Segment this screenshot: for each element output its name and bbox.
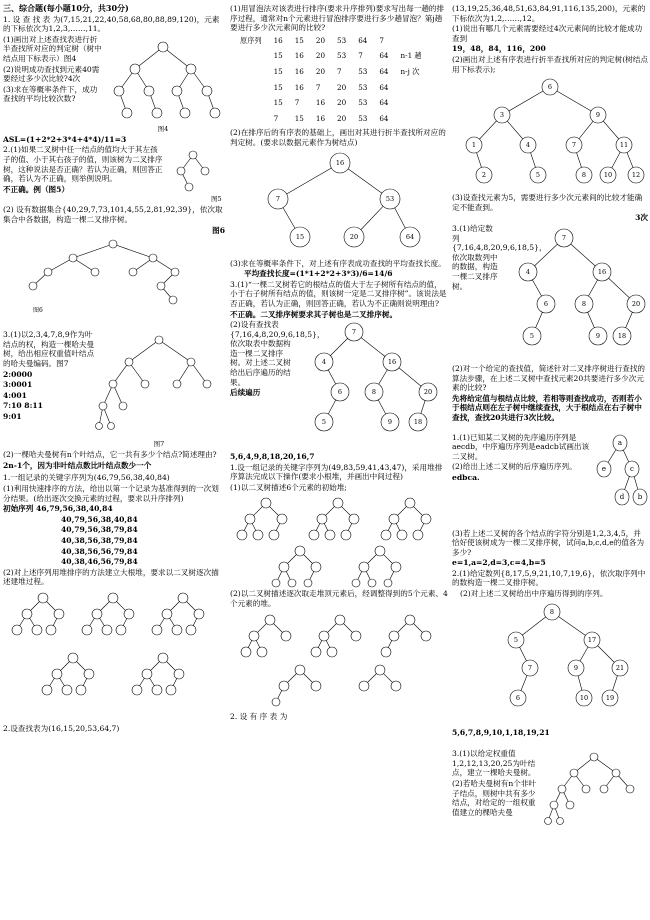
svg-text:20: 20 [349,232,359,241]
svg-text:1: 1 [471,141,477,150]
q-half-search: (2)在排序后的有序表的基础上，画出对其进行折半查找所对应的判定树。(要求以数据元素作为树结点) [230,128,446,147]
svg-text:e: e [601,464,607,473]
postorder-result: 5,6,4,9,8,18,20,16,7 [230,452,315,462]
bubble-header: 原序列 [240,35,262,45]
qa1: 1.(1)已知某二叉树的先序遍历序列是aecdb，中序遍历序列是eadcb试画出该二叉树。 [452,432,590,461]
q1: (1)说出有哪几个元素需要经过4次元素间的比较才能成功查到 [452,24,643,43]
huffman-figure-7 [95,330,223,450]
tree-abcde [592,433,648,529]
q31: 3.(1)给定数列{7,16,4,8,20,9,6,18,5}，依次取数列中的数据，构造一棵二叉排序树。 [452,223,547,291]
svg-text:16: 16 [387,358,397,367]
q3-part2: (2)一棵哈夫曼树有n个叶结点，它一共有多少个结点?简述理由? [3,450,217,460]
svg-text:21: 21 [615,663,625,672]
q-heap-part1: (1)以二叉树描述6个元素的初始堆; [230,482,347,492]
qc1: 3.(1)以给定权重值1,2,12,13,20,25为叶结点，建立一棵哈夫曼树。 [452,749,536,778]
q3-part1: 3.(1)以2,3,4,7,8,9作为叶结点的权，构造一棵哈夫曼树，给出相应权重值叶结点的哈夫曼编码。图7 [3,330,95,368]
q-heap-part2: (2)以二叉树描述逐次取走堆顶元素后，经调整得到的5个元素、4个元素的堆。 [230,589,448,609]
svg-text:9: 9 [573,663,579,672]
column-3 [452,4,648,839]
q-bubble: (1)用冒泡法对该表进行排序(要求升序排列)要求写出每一趟的排序过程，通常对n个元素进行冒泡排序要进行多少趟冒泡？第j趟要进行多少次元素间的比较? [230,4,445,33]
q32-answer: 先将给定值与根结点比较，若相等则查找成功，否则若小于根结点则在左子树中继续查找，大于根结点在右子树中查找，查找20共进行3次比较。 [452,393,642,422]
q2b: 2.设查找表为(16,15,20,53,64,7) [3,723,120,733]
fig6-label: 图6 [212,225,225,235]
code-4: 9:01 [3,411,22,421]
code-0: 2:0000 [3,369,33,379]
qs-row-1: 40,79,56,38,40,84 [61,514,138,524]
qs-row-0: 初始序列 46,79,56,38,40,84 [3,504,113,514]
svg-text:9: 9 [595,111,601,120]
bubble-row-4: 15 7 16 20 53 64 [273,98,389,108]
svg-text:10: 10 [603,171,613,180]
qc2: (2)若哈夫曼树有n个非叶子结点，则树中共有多少结点，对给定的一组权重值建立的棵哈夫曼 [452,779,536,817]
column-2 [230,4,448,722]
tree-figure-6 [3,236,223,316]
code-1: 3:0001 [3,380,33,390]
q3: (3)设查找元素为5，需要进行多少次元素间的比较才能确定不能查到。 [452,193,643,212]
section-title: 三、综合题(每小题10分，共30分) [3,3,129,13]
q3-part2: (2)设有查找表{7,16,4,8,20,9,6,18,5}，依次取表中数据构造一棵二叉排序树。对上述二叉树给出后序遍历的结果。 [230,320,325,387]
svg-text:7: 7 [571,141,577,150]
q1-intro: 1. 设 查 找 表 为(7,15,21,22,40,58,68,80,88,89,120)，元素的下标依次为1,2,3,……,11。 [3,14,220,34]
q2-answer: 不正确。例（图5） [3,184,70,194]
heap-build-figures [3,588,223,718]
svg-text:8: 8 [371,388,377,397]
svg-text:a: a [617,438,623,447]
fig6-caption: 图6 [33,307,43,315]
qa3-answer: e=1,a=2,d=3,c=4,b=5 [452,558,546,568]
tree-figure-4 [103,35,223,135]
svg-text:3: 3 [499,111,505,120]
bubble-row-3: 15 16 7 20 53 64 [273,82,389,92]
q2-part2: (2) 设有数据集合{40,29,7,73,101,4,55,2,81,92,39}，依次取集合中各数据，构造一棵二叉排序树。 [3,205,223,224]
q-heap-intro: 1.设一组记录的关键字序列为(49,83,59,41,43,47)，采用堆排序算法完成以下操作(要求小根堆，并画出中间过程) [230,462,443,482]
svg-text:18: 18 [617,331,627,340]
bubble-note-2: n-j 次 [400,66,420,76]
bst-tree-col3-b [452,600,648,728]
svg-text:d: d [619,492,625,501]
svg-text:6: 6 [543,299,549,308]
code-2: 4:001 [3,390,27,400]
qs-row-4: 40,38,56,56,79,84 [61,546,138,556]
q1b-intro: 1.一组记录的关键字序列为(46,79,56,38,40,84) [3,473,170,483]
q2: (2)画出对上述有序表进行折半查找所对应的判定树(树结点用下标表示); [452,54,648,74]
qa2-answer: edbca. [452,472,480,482]
svg-text:53: 53 [385,194,395,203]
code-3: 7:10 8:11 [3,401,43,411]
half-search-tree [230,149,448,259]
bst-tree-col3 [498,224,648,364]
svg-text:b: b [637,492,643,501]
qb1: 2.(1)给定数列{8,17,5,9,21,10,7,19,6}，依次取序列中的数构造一棵二叉排序树。 [452,568,646,588]
svg-text:c: c [630,464,634,473]
svg-text:15: 15 [295,232,305,241]
svg-text:5: 5 [529,331,535,340]
svg-text:6: 6 [547,83,553,92]
svg-text:16: 16 [335,158,345,167]
svg-text:4: 4 [525,141,531,150]
qs-row-2: 40,79,56,38,79,84 [61,525,138,535]
svg-text:7: 7 [351,328,357,337]
svg-text:5: 5 [513,635,519,644]
svg-text:5: 5 [535,171,541,180]
q3-bst-claim: 3.(1)“一棵二叉树若它的根结点的值大于左子树所有结点的值，小于右子树所有结点的值，则该树一定是二叉排序树”。该说法是否正确，若认为正确，则回答正确，若认为不正确则说明理由? [230,279,447,308]
svg-text:20: 20 [423,388,433,397]
q3-bst-answer: 不正确。二叉排序树要求其子树也是二叉排序树。 [230,309,398,319]
heap-initial-figures [230,493,448,589]
postorder-label: 后续遍历 [230,388,261,398]
q-last: 2. 设 有 序 表 为 [230,711,288,721]
svg-text:7: 7 [561,233,567,242]
svg-text:8: 8 [581,171,587,180]
q1b-part1: (1)利用快速排序的方法，给出以第一个记录为基准得到的一次划分结果。(给出逐次交换元素的过程，要求以升序排列) [3,483,219,503]
svg-text:19: 19 [605,693,615,702]
q2-part1: 2.(1)如果二叉树中任一结点的值均大于其左孩子的值、小于其右孩子的值，则该树为二叉排序树，这种说法是否正确？若认为正确，则回答正确，若认为不正确，则举例说明。 [3,145,163,184]
q32: (2)对一个给定的查找值，简述针对二叉排序树进行查找的算法步骤，在上述二叉树中查找元素20共要进行多少次元素的比较? [452,363,646,393]
bubble-row-5: 7 15 16 20 53 64 [273,113,389,123]
svg-text:16: 16 [597,267,607,276]
fig5-label: 图5 [211,195,222,204]
heap-removal-figures [230,610,448,710]
qs-row-5: 40,38,46,56,79,84 [61,557,138,567]
seq-list: (13,19,25,36,48,51,63,84,91,116,135,200)，元素的下标依次为1,2,……,12。 [452,4,646,23]
bst-tree-col2 [294,320,448,452]
bubble-sort-table [240,35,428,125]
svg-text:9: 9 [387,418,393,427]
svg-text:6: 6 [337,388,343,397]
svg-text:9: 9 [595,331,601,340]
q-asl: (3)求在等概率条件下，对上述有序表成功查找的平均查找长度。 [230,258,446,268]
qs-row-3: 40,38,56,38,79,84 [61,535,138,545]
huffman-tree-col3 [542,749,646,839]
q3-part2-answer: 2n-1个，因为非叶结点数比叶结点数少一个 [3,460,152,470]
tree-figure-5 [163,145,223,205]
fig7-label: 图7 [153,440,165,449]
bubble-note-1: n-1 趟 [400,51,422,61]
qa3: (3)若上述二叉树的各个结点的字符分别是1,2,3,4,5，并恰好使该树成为一棵二叉排序树，试问a,b,c,d,e的值各为多少? [452,528,645,557]
svg-text:2: 2 [481,171,487,180]
decision-tree-index [452,75,648,193]
svg-text:8: 8 [549,607,555,616]
bubble-row-0: 原序列 16 15 20 53 64 7 [240,35,384,45]
qb2: (2)对上述二叉树给出中序遍历得到的序列。 [460,589,608,599]
svg-text:20: 20 [631,299,641,308]
svg-text:4: 4 [321,358,327,367]
fig4-label: 图4 [157,124,169,133]
q1-part1: (1)画出对上述查找表进行折半查找所对应的判定树（树中结点用下标表示）图4 [3,34,102,63]
qb-answer: 5,6,7,8,9,10,1,18,19,21 [452,727,550,737]
svg-text:7: 7 [275,194,281,203]
q1-part3: (3)求在等概率条件下，成功查找的平均比较次数? [3,84,98,104]
svg-text:6: 6 [515,693,521,702]
svg-text:10: 10 [579,693,589,702]
svg-text:64: 64 [405,232,415,241]
svg-text:12: 12 [631,171,641,180]
svg-text:7: 7 [527,663,533,672]
svg-text:5: 5 [321,418,327,427]
svg-text:11: 11 [619,141,629,150]
svg-text:17: 17 [587,635,597,644]
q1-answer: 19，48，84，116，200 [452,44,546,54]
q1b-part2: (2)对上述序列用堆排序的方法建立大根堆，要求以二叉树逐次描述建堆过程。 [3,567,219,587]
svg-text:8: 8 [581,299,587,308]
svg-text:4: 4 [525,267,531,276]
qa2: (2)给出上述二叉树的后序遍历序列。 [452,462,577,472]
asl-answer: 平均查找长度=(1*1+2*2+3*3)/6=14/6 [244,269,393,279]
svg-text:18: 18 [413,418,423,427]
q1-part2: (2)说明成功查找到元素40需要经过多少次比较?4次 [3,64,100,84]
q3-answer: 3次 [635,213,648,223]
q1-asl: ASL=(1+2*2+3*4+4*4)/11=3 [3,134,127,144]
bubble-row-1: 15 16 20 53 7 64 n-1 趟 [240,50,428,62]
column-1 [3,4,225,734]
bubble-row-2: 15 16 20 7 53 64 n-j 次 [240,66,428,78]
